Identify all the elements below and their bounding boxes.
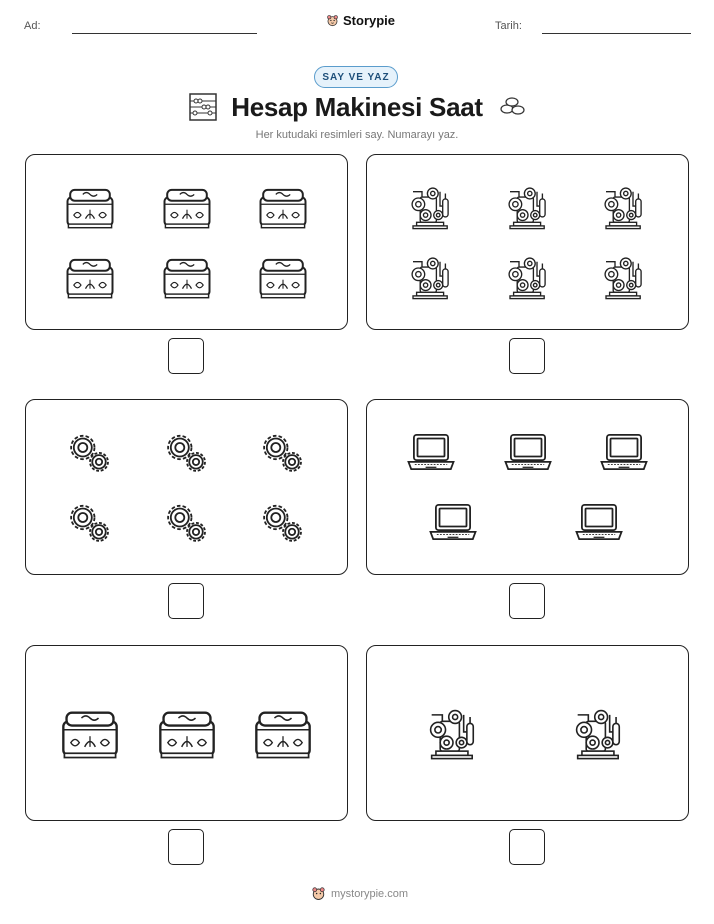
gears-icon [256, 499, 310, 545]
treasure-chest-icon [251, 706, 315, 760]
footer-url: mystorypie.com [331, 887, 409, 900]
date-label: Tarih: [495, 20, 522, 32]
name-field[interactable] [72, 33, 257, 34]
answer-box-5[interactable] [168, 829, 204, 865]
treasure-chest-icon [155, 706, 219, 760]
steampunk-machine-icon [404, 184, 458, 230]
counting-box-4 [366, 399, 689, 575]
laptop-icon [501, 429, 555, 475]
treasure-chest-icon [63, 254, 117, 300]
page-title: Hesap Makinesi Saat [231, 92, 483, 122]
steampunk-machine-icon [597, 254, 651, 300]
brand-name: Storypie [343, 13, 396, 28]
gears-icon [160, 499, 214, 545]
instructions: Her kutudaki resimleri say. Numarayı yaz. [255, 129, 459, 141]
steampunk-machine-icon [501, 254, 555, 300]
answer-box-4[interactable] [509, 583, 545, 619]
answer-box-3[interactable] [168, 583, 204, 619]
treasure-chest-icon [63, 184, 117, 230]
footer [311, 886, 408, 901]
brand-logo [326, 13, 395, 28]
treasure-chest-icon [160, 184, 214, 230]
counting-box-3 [25, 399, 348, 575]
counting-box-1 [25, 154, 348, 330]
steampunk-machine-icon [421, 706, 485, 760]
activity-badge: SAY VE YAZ [314, 66, 398, 88]
name-label: Ad: [24, 20, 41, 32]
coins-icon [499, 93, 527, 117]
counting-box-2 [366, 154, 689, 330]
laptop-icon [572, 499, 626, 545]
mascot-icon [326, 14, 339, 27]
answer-box-6[interactable] [509, 829, 545, 865]
gears-icon [63, 429, 117, 475]
gears-icon [63, 499, 117, 545]
treasure-chest-icon [160, 254, 214, 300]
treasure-chest-icon [58, 706, 122, 760]
laptop-icon [426, 499, 480, 545]
laptop-icon [404, 429, 458, 475]
answer-box-2[interactable] [509, 338, 545, 374]
steampunk-machine-icon [567, 706, 631, 760]
laptop-icon [597, 429, 651, 475]
counting-box-6 [366, 645, 689, 821]
treasure-chest-icon [256, 254, 310, 300]
mascot-icon [311, 886, 326, 901]
steampunk-machine-icon [404, 254, 458, 300]
date-field[interactable] [542, 33, 691, 34]
gears-icon [160, 429, 214, 475]
steampunk-machine-icon [501, 184, 555, 230]
gears-icon [256, 429, 310, 475]
steampunk-machine-icon [597, 184, 651, 230]
answer-box-1[interactable] [168, 338, 204, 374]
treasure-chest-icon [256, 184, 310, 230]
